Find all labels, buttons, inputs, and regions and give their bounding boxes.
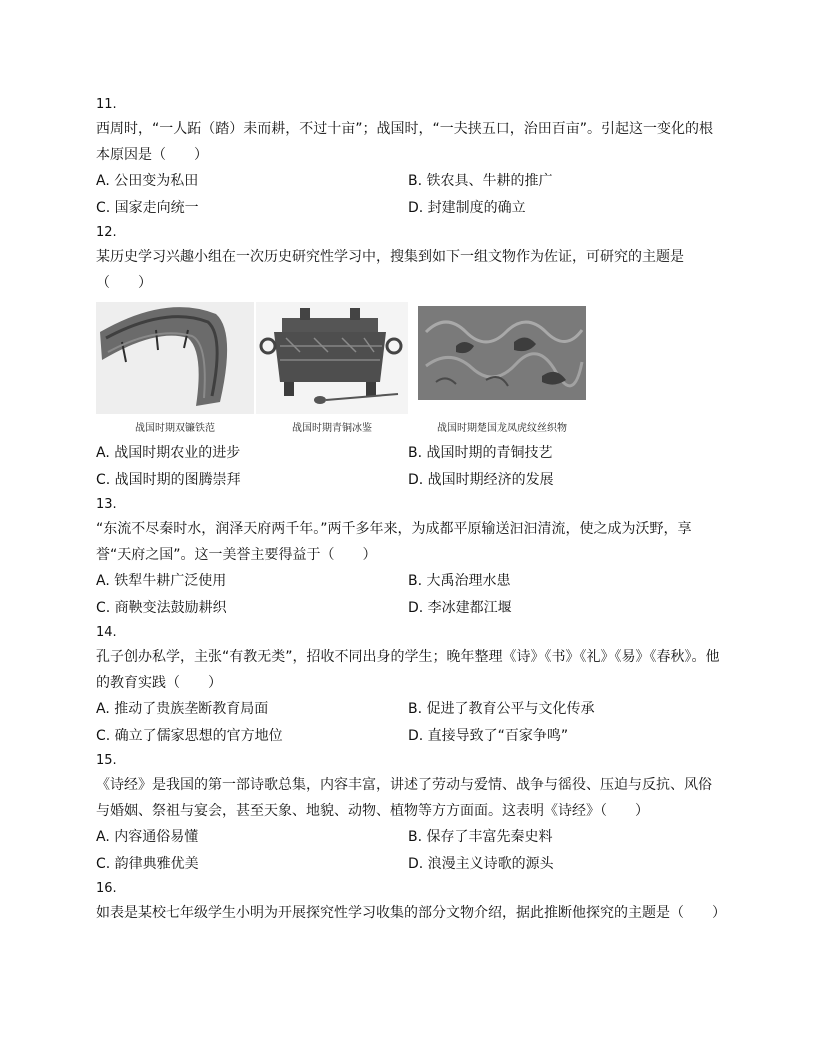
artifact-images <box>96 302 720 436</box>
option-a: A. 推动了贵族垄断教育局面 <box>96 701 269 717</box>
option-d: D. 战国时期经济的发展 <box>408 472 554 488</box>
option-b: B. 战国时期的青铜技艺 <box>408 445 553 461</box>
question-13 <box>96 494 720 622</box>
option-b: B. 铁农具、牛耕的推广 <box>408 173 553 189</box>
question-text: 西周时，“一人跖（踏）耒而耕，不过十亩”；战国时，“一夫挟五口，治田百亩”。引起这一变化的根本原因是（ ） <box>96 121 714 163</box>
bronze-ice-vessel-photo <box>256 302 408 414</box>
option-c: C. 确立了儒家思想的官方地位 <box>96 728 283 744</box>
exam-page <box>96 94 726 926</box>
option-b: B. 促进了教育公平与文化传承 <box>408 701 595 717</box>
question-number: 13. <box>96 497 117 512</box>
question-16 <box>96 878 726 926</box>
question-text: “东流不尽秦时水，润泽天府两千年。”两千多年来，为成都平原输送汩汩清流，使之成为沃野，享誉“天府之国”。这一美誉主要得益于（ ） <box>96 521 692 563</box>
question-number: 14. <box>96 625 117 640</box>
question-number: 16. <box>96 881 117 896</box>
option-d: D. 浪漫主义诗歌的源头 <box>408 856 554 872</box>
option-a: A. 战国时期农业的进步 <box>96 445 241 461</box>
bronze-ice-vessel-image <box>256 302 408 436</box>
option-b: B. 保存了丰富先秦史料 <box>408 829 553 845</box>
image-caption: 战国时期楚国龙凤虎纹丝织物 <box>437 423 567 434</box>
option-c: C. 韵律典雅优美 <box>96 856 199 872</box>
question-number: 12. <box>96 225 117 240</box>
option-a: A. 公田变为私田 <box>96 173 199 189</box>
options <box>96 824 720 878</box>
question-15 <box>96 750 720 878</box>
option-d: D. 直接导致了“百家争鸣” <box>408 728 569 744</box>
question-number: 15. <box>96 753 117 768</box>
options <box>96 440 720 494</box>
option-c: C. 战国时期的图腾崇拜 <box>96 472 241 488</box>
question-11 <box>96 94 720 222</box>
question-text: 《诗经》是我国的第一部诗歌总集，内容丰富，讲述了劳动与爱情、战争与徭役、压迫与反抗、风俗与婚姻、祭祖与宴会，甚至天象、地貌、动物、植物等方方面面。这表明《诗经》（ ） <box>96 777 712 819</box>
option-c: C. 国家走向统一 <box>96 200 199 216</box>
options <box>96 696 720 750</box>
option-a: A. 内容通俗易懂 <box>96 829 199 845</box>
image-caption: 战国时期青铜冰鉴 <box>292 423 372 434</box>
silk-textile-image <box>416 302 588 436</box>
options <box>96 168 720 222</box>
image-caption: 战国时期双镰铁范 <box>135 423 215 434</box>
question-12 <box>96 222 720 494</box>
option-c: C. 商鞅变法鼓励耕织 <box>96 600 227 616</box>
question-text: 某历史学习兴趣小组在一次历史研究性学习中，搜集到如下一组文物作为佐证，可研究的主题是（ ） <box>96 249 684 291</box>
question-number: 11. <box>96 97 117 112</box>
option-b: B. 大禹治理水患 <box>408 573 511 589</box>
iron-sickle-mold-image <box>96 302 254 436</box>
iron-sickle-mold-photo <box>96 302 254 414</box>
question-text: 如表是某校七年级学生小明为开展探究性学习收集的部分文物介绍，据此推断他探究的主题是（ ） <box>96 905 726 921</box>
silk-textile-photo <box>416 302 588 414</box>
question-14 <box>96 622 720 750</box>
options <box>96 568 720 622</box>
option-d: D. 封建制度的确立 <box>408 200 526 216</box>
option-a: A. 铁犁牛耕广泛使用 <box>96 573 227 589</box>
question-text: 孔子创办私学，主张“有教无类”，招收不同出身的学生；晚年整理《诗》《书》《礼》《易》《春秋》。他的教育实践（ ） <box>96 649 720 691</box>
option-d: D. 李冰建都江堰 <box>408 600 512 616</box>
